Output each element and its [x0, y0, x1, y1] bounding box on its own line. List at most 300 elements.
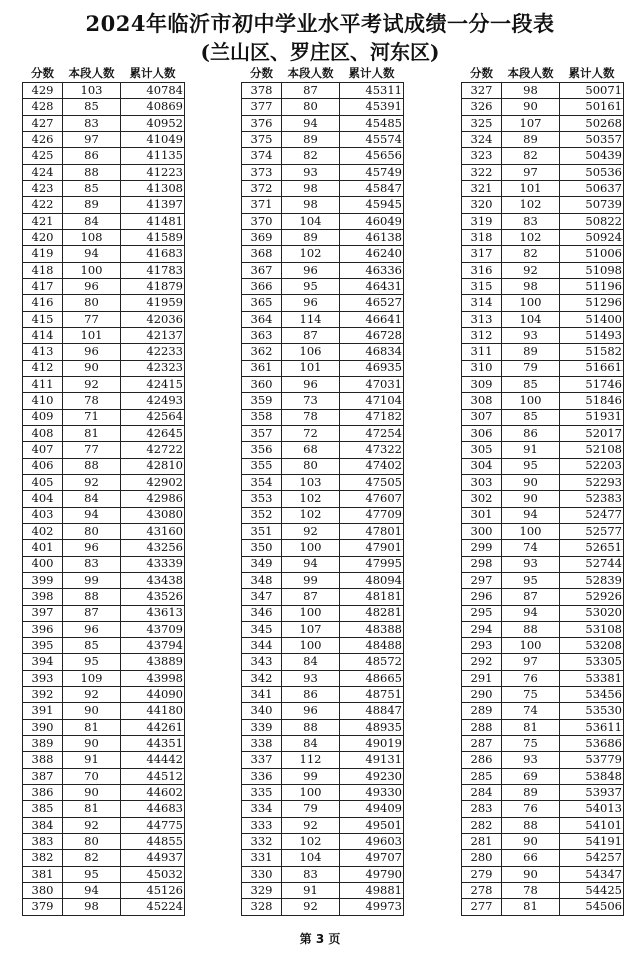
count-cell: 85	[63, 638, 121, 654]
count-cell: 86	[63, 148, 121, 164]
score-cell: 406	[23, 458, 63, 474]
table-row	[462, 801, 624, 817]
total-cell: 53108	[560, 621, 624, 637]
score-cell: 282	[462, 817, 502, 833]
count-cell: 84	[63, 491, 121, 507]
table-row	[242, 344, 404, 360]
count-cell: 87	[282, 589, 340, 605]
score-cell: 305	[462, 442, 502, 458]
total-cell: 47104	[340, 393, 404, 409]
count-cell: 101	[63, 327, 121, 343]
total-cell: 51582	[560, 344, 624, 360]
count-cell: 99	[282, 572, 340, 588]
total-cell: 40952	[121, 115, 185, 131]
score-cell: 378	[242, 83, 282, 99]
total-cell: 43709	[121, 621, 185, 637]
table-row	[462, 491, 624, 507]
page-subtitle: (兰山区、罗庄区、河东区)	[200, 40, 440, 64]
count-cell: 80	[282, 99, 340, 115]
count-cell: 88	[63, 589, 121, 605]
score-cell: 397	[23, 605, 63, 621]
total-cell: 47505	[340, 474, 404, 490]
count-cell: 87	[282, 327, 340, 343]
total-cell: 52926	[560, 589, 624, 605]
table-row	[242, 99, 404, 115]
score-cell: 308	[462, 393, 502, 409]
count-cell: 84	[63, 213, 121, 229]
table-row	[23, 327, 185, 343]
count-cell: 107	[282, 621, 340, 637]
count-cell: 96	[282, 376, 340, 392]
total-cell: 41049	[121, 131, 185, 147]
score-cell: 292	[462, 654, 502, 670]
score-cell: 327	[462, 83, 502, 99]
table-row	[23, 605, 185, 621]
score-cell: 363	[242, 327, 282, 343]
score-cell: 289	[462, 703, 502, 719]
total-cell: 54101	[560, 817, 624, 833]
table-row	[23, 180, 185, 196]
table-row	[462, 213, 624, 229]
score-cell: 301	[462, 507, 502, 523]
score-cell: 420	[23, 229, 63, 245]
table-row	[242, 295, 404, 311]
score-cell: 303	[462, 474, 502, 490]
score-cell: 370	[242, 213, 282, 229]
count-cell: 75	[502, 687, 560, 703]
table-row	[242, 425, 404, 441]
total-cell: 42036	[121, 311, 185, 327]
score-cell: 342	[242, 670, 282, 686]
count-cell: 93	[282, 164, 340, 180]
total-cell: 49330	[340, 785, 404, 801]
score-cell: 424	[23, 164, 63, 180]
score-cell: 359	[242, 393, 282, 409]
table-row	[23, 801, 185, 817]
score-cell: 428	[23, 99, 63, 115]
count-cell: 87	[63, 605, 121, 621]
total-cell: 43526	[121, 589, 185, 605]
count-cell: 100	[502, 523, 560, 539]
count-cell: 80	[63, 523, 121, 539]
count-cell: 85	[502, 376, 560, 392]
total-cell: 41683	[121, 246, 185, 262]
table-row	[462, 197, 624, 213]
score-cell: 425	[23, 148, 63, 164]
score-cell: 330	[242, 866, 282, 882]
count-cell: 98	[63, 899, 121, 915]
score-cell: 402	[23, 523, 63, 539]
score-cell: 369	[242, 229, 282, 245]
score-cell: 332	[242, 834, 282, 850]
table-row	[462, 327, 624, 343]
page-number: 第 3 页	[299, 932, 341, 946]
total-cell: 53779	[560, 752, 624, 768]
total-cell: 42137	[121, 327, 185, 343]
score-cell: 320	[462, 197, 502, 213]
total-cell: 49019	[340, 736, 404, 752]
score-cell: 366	[242, 278, 282, 294]
count-cell: 94	[502, 605, 560, 621]
score-cell: 376	[242, 115, 282, 131]
header-total: 累计人数	[340, 66, 404, 83]
score-cell: 293	[462, 638, 502, 654]
score-cell: 373	[242, 164, 282, 180]
table-row	[462, 246, 624, 262]
count-cell: 94	[63, 883, 121, 899]
score-cell: 355	[242, 458, 282, 474]
count-cell: 71	[63, 409, 121, 425]
total-cell: 53937	[560, 785, 624, 801]
total-cell: 46935	[340, 360, 404, 376]
score-cell: 290	[462, 687, 502, 703]
table-row	[23, 262, 185, 278]
count-cell: 88	[502, 621, 560, 637]
table-row	[462, 409, 624, 425]
count-cell: 83	[63, 115, 121, 131]
total-cell: 49501	[340, 817, 404, 833]
score-cell: 400	[23, 556, 63, 572]
total-cell: 50822	[560, 213, 624, 229]
header-score: 分数	[242, 66, 282, 83]
table-row	[23, 491, 185, 507]
count-cell: 96	[63, 278, 121, 294]
total-cell: 47254	[340, 425, 404, 441]
table-row	[462, 458, 624, 474]
table-row	[462, 589, 624, 605]
total-cell: 48935	[340, 719, 404, 735]
total-cell: 53020	[560, 605, 624, 621]
total-cell: 42415	[121, 376, 185, 392]
table-row	[462, 654, 624, 670]
table-row	[462, 262, 624, 278]
table-header-row	[462, 66, 624, 83]
score-cell: 335	[242, 785, 282, 801]
score-cell: 375	[242, 131, 282, 147]
table-row	[242, 278, 404, 294]
table-row	[462, 344, 624, 360]
total-cell: 42986	[121, 491, 185, 507]
table-row	[23, 883, 185, 899]
score-cell: 414	[23, 327, 63, 343]
total-cell: 49603	[340, 834, 404, 850]
table-row	[462, 523, 624, 539]
score-cell: 417	[23, 278, 63, 294]
score-cell: 278	[462, 883, 502, 899]
total-cell: 50739	[560, 197, 624, 213]
header-total: 累计人数	[121, 66, 185, 83]
table-row	[23, 458, 185, 474]
count-cell: 78	[502, 883, 560, 899]
count-cell: 94	[63, 246, 121, 262]
count-cell: 88	[282, 719, 340, 735]
count-cell: 85	[63, 180, 121, 196]
total-cell: 53611	[560, 719, 624, 735]
table-row	[462, 278, 624, 294]
total-cell: 41481	[121, 213, 185, 229]
total-cell: 54257	[560, 850, 624, 866]
score-cell: 409	[23, 409, 63, 425]
table-row	[23, 409, 185, 425]
count-cell: 83	[282, 866, 340, 882]
total-cell: 44602	[121, 785, 185, 801]
score-cell: 280	[462, 850, 502, 866]
count-cell: 95	[282, 278, 340, 294]
total-cell: 48281	[340, 605, 404, 621]
score-cell: 418	[23, 262, 63, 278]
count-cell: 97	[502, 654, 560, 670]
table-header-row	[242, 66, 404, 83]
count-cell: 74	[502, 703, 560, 719]
total-cell: 50071	[560, 83, 624, 99]
table-row	[462, 785, 624, 801]
total-cell: 42493	[121, 393, 185, 409]
total-cell: 43794	[121, 638, 185, 654]
score-cell: 300	[462, 523, 502, 539]
count-cell: 92	[63, 687, 121, 703]
score-cell: 393	[23, 670, 63, 686]
score-cell: 296	[462, 589, 502, 605]
score-cell: 336	[242, 768, 282, 784]
score-cell: 372	[242, 180, 282, 196]
count-cell: 83	[63, 556, 121, 572]
table-row	[462, 556, 624, 572]
count-cell: 76	[502, 801, 560, 817]
table-row	[23, 213, 185, 229]
count-cell: 90	[502, 491, 560, 507]
total-cell: 48847	[340, 703, 404, 719]
score-cell: 352	[242, 507, 282, 523]
score-cell: 396	[23, 621, 63, 637]
total-cell: 51296	[560, 295, 624, 311]
score-cell: 345	[242, 621, 282, 637]
table-row	[242, 213, 404, 229]
table-row	[462, 360, 624, 376]
total-cell: 49790	[340, 866, 404, 882]
table-row	[242, 850, 404, 866]
count-cell: 86	[282, 687, 340, 703]
total-cell: 44090	[121, 687, 185, 703]
score-cell: 318	[462, 229, 502, 245]
total-cell: 51493	[560, 327, 624, 343]
score-cell: 368	[242, 246, 282, 262]
count-cell: 69	[502, 768, 560, 784]
table-row	[242, 883, 404, 899]
total-cell: 41308	[121, 180, 185, 196]
score-cell: 351	[242, 523, 282, 539]
table-row	[23, 164, 185, 180]
count-cell: 95	[63, 654, 121, 670]
table-row	[242, 409, 404, 425]
table-row	[462, 752, 624, 768]
score-cell: 410	[23, 393, 63, 409]
count-cell: 89	[502, 344, 560, 360]
score-cell: 297	[462, 572, 502, 588]
table-row	[462, 229, 624, 245]
table-row	[462, 376, 624, 392]
count-cell: 101	[282, 360, 340, 376]
table-row	[23, 278, 185, 294]
count-cell: 104	[282, 850, 340, 866]
total-cell: 45391	[340, 99, 404, 115]
total-cell: 49707	[340, 850, 404, 866]
total-cell: 52017	[560, 425, 624, 441]
table-row	[242, 491, 404, 507]
count-cell: 104	[502, 311, 560, 327]
score-cell: 344	[242, 638, 282, 654]
table-row	[23, 376, 185, 392]
count-cell: 102	[502, 229, 560, 245]
count-cell: 96	[282, 295, 340, 311]
table-row	[23, 687, 185, 703]
table-row	[23, 344, 185, 360]
table-row	[23, 311, 185, 327]
count-cell: 98	[502, 83, 560, 99]
score-cell: 337	[242, 752, 282, 768]
total-cell: 49881	[340, 883, 404, 899]
total-cell: 42564	[121, 409, 185, 425]
score-cell: 405	[23, 474, 63, 490]
score-table-3	[461, 66, 624, 916]
table-row	[242, 801, 404, 817]
table-row	[242, 115, 404, 131]
total-cell: 41397	[121, 197, 185, 213]
total-cell: 45224	[121, 899, 185, 915]
score-cell: 281	[462, 834, 502, 850]
table-row	[242, 393, 404, 409]
total-cell: 47801	[340, 523, 404, 539]
count-cell: 94	[282, 115, 340, 131]
count-cell: 86	[502, 425, 560, 441]
score-cell: 277	[462, 899, 502, 915]
table-row	[23, 148, 185, 164]
table-row	[242, 736, 404, 752]
count-cell: 81	[63, 801, 121, 817]
total-cell: 50924	[560, 229, 624, 245]
table-row	[23, 834, 185, 850]
table-row	[462, 295, 624, 311]
count-cell: 76	[502, 670, 560, 686]
score-cell: 382	[23, 850, 63, 866]
count-cell: 95	[63, 866, 121, 882]
total-cell: 47709	[340, 507, 404, 523]
table-row	[23, 572, 185, 588]
count-cell: 100	[502, 393, 560, 409]
total-cell: 44351	[121, 736, 185, 752]
table-row	[242, 83, 404, 99]
count-cell: 95	[502, 572, 560, 588]
count-cell: 102	[282, 834, 340, 850]
table-row	[462, 507, 624, 523]
score-cell: 360	[242, 376, 282, 392]
table-row	[462, 540, 624, 556]
total-cell: 41783	[121, 262, 185, 278]
score-cell: 346	[242, 605, 282, 621]
table-row	[23, 115, 185, 131]
count-cell: 94	[502, 507, 560, 523]
table-row	[242, 654, 404, 670]
total-cell: 45126	[121, 883, 185, 899]
count-cell: 75	[502, 736, 560, 752]
total-cell: 47995	[340, 556, 404, 572]
score-cell: 399	[23, 572, 63, 588]
count-cell: 90	[502, 474, 560, 490]
table-row	[462, 572, 624, 588]
count-cell: 107	[502, 115, 560, 131]
total-cell: 53848	[560, 768, 624, 784]
score-cell: 291	[462, 670, 502, 686]
table-row	[462, 99, 624, 115]
total-cell: 45485	[340, 115, 404, 131]
score-cell: 326	[462, 99, 502, 115]
table-row	[242, 621, 404, 637]
table-row	[23, 736, 185, 752]
table-row	[23, 719, 185, 735]
score-cell: 411	[23, 376, 63, 392]
table-row	[23, 556, 185, 572]
score-table-2	[241, 66, 404, 916]
score-cell: 339	[242, 719, 282, 735]
table-row	[23, 295, 185, 311]
total-cell: 47607	[340, 491, 404, 507]
count-cell: 98	[282, 197, 340, 213]
table-row	[23, 229, 185, 245]
score-cell: 383	[23, 834, 63, 850]
table-row	[242, 197, 404, 213]
count-cell: 90	[502, 99, 560, 115]
table-row	[462, 768, 624, 784]
total-cell: 45574	[340, 131, 404, 147]
table-row	[462, 425, 624, 441]
count-cell: 82	[502, 246, 560, 262]
table-row	[242, 670, 404, 686]
table-row	[462, 115, 624, 131]
score-cell: 379	[23, 899, 63, 915]
total-cell: 44683	[121, 801, 185, 817]
score-cell: 386	[23, 785, 63, 801]
total-cell: 41879	[121, 278, 185, 294]
total-cell: 50357	[560, 131, 624, 147]
table-row	[462, 605, 624, 621]
count-cell: 83	[502, 213, 560, 229]
header-score: 分数	[462, 66, 502, 83]
total-cell: 54347	[560, 866, 624, 882]
count-cell: 103	[282, 474, 340, 490]
total-cell: 52203	[560, 458, 624, 474]
count-cell: 85	[63, 99, 121, 115]
table-row	[242, 703, 404, 719]
total-cell: 46049	[340, 213, 404, 229]
count-cell: 80	[63, 295, 121, 311]
score-cell: 404	[23, 491, 63, 507]
total-cell: 54191	[560, 834, 624, 850]
total-cell: 46240	[340, 246, 404, 262]
score-cell: 315	[462, 278, 502, 294]
score-cell: 331	[242, 850, 282, 866]
count-cell: 81	[63, 719, 121, 735]
total-cell: 52293	[560, 474, 624, 490]
score-cell: 317	[462, 246, 502, 262]
count-cell: 88	[63, 164, 121, 180]
score-cell: 298	[462, 556, 502, 572]
total-cell: 44261	[121, 719, 185, 735]
total-cell: 46728	[340, 327, 404, 343]
score-cell: 357	[242, 425, 282, 441]
total-cell: 43160	[121, 523, 185, 539]
count-cell: 78	[282, 409, 340, 425]
score-cell: 395	[23, 638, 63, 654]
count-cell: 89	[502, 131, 560, 147]
